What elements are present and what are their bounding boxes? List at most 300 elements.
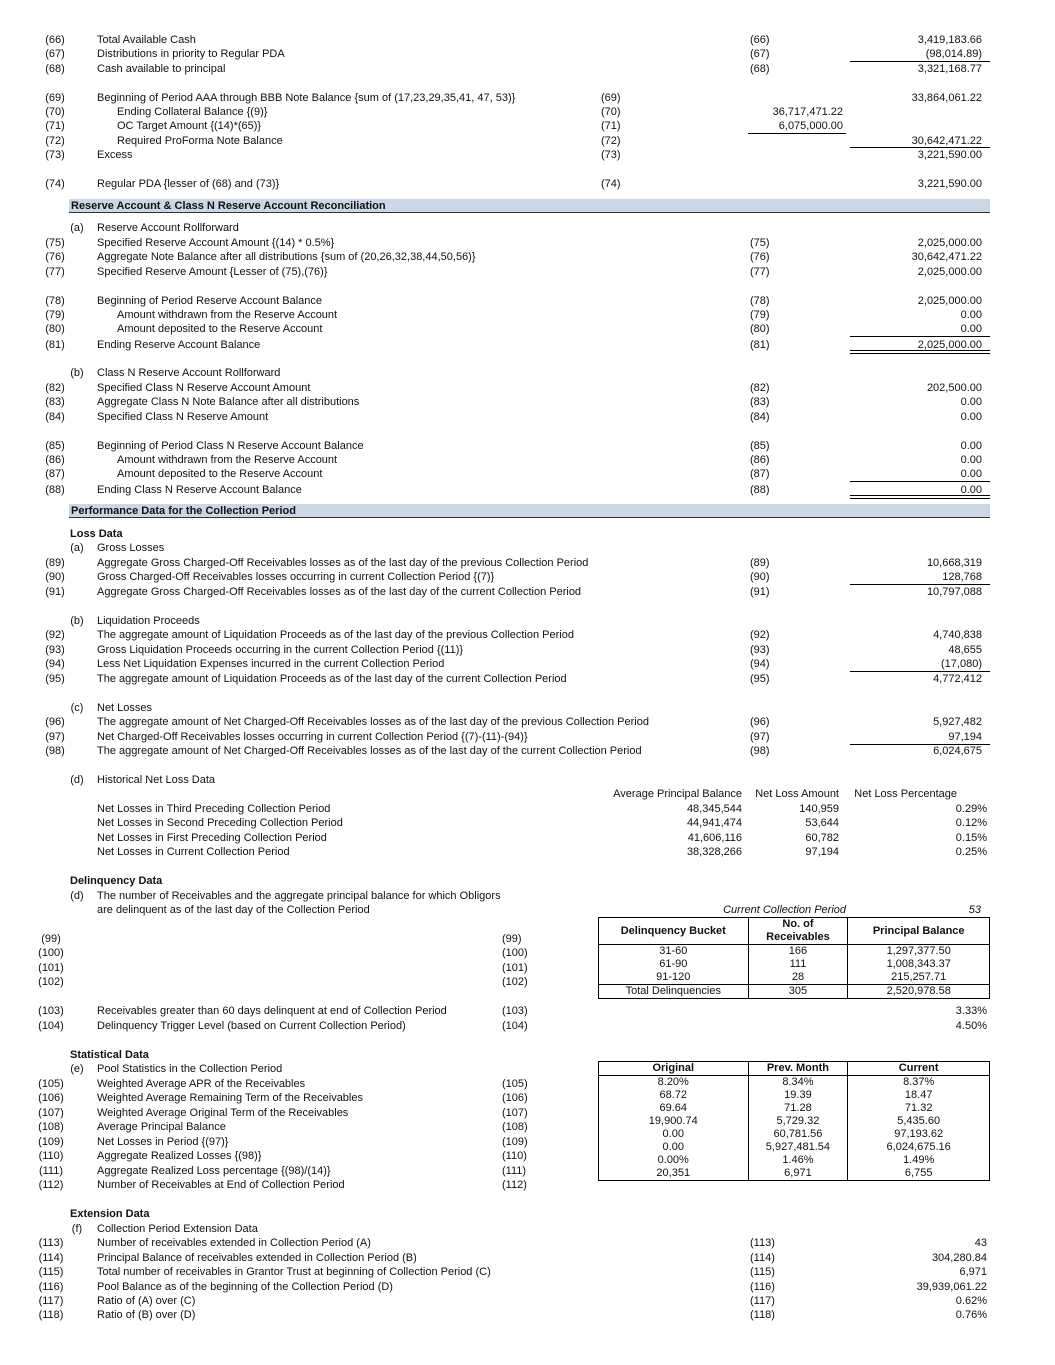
count-cell: 28: [748, 971, 848, 985]
line-label: Aggregate Realized Losses {(98)}: [97, 1150, 262, 1162]
line-label: Receivables greater than 60 days delinquent at end of Collection Period: [97, 1005, 447, 1017]
line-label: Total number of receivables in Grantor Trust at beginning of Collection Period (C): [97, 1266, 491, 1278]
line-number: (85): [45, 440, 65, 452]
col-header-count: No. of Receivables: [748, 918, 848, 945]
line-ref: (73): [601, 149, 621, 161]
line-item-105: [0, 1077, 1055, 1091]
prev-cell: 5,729.32: [748, 1115, 848, 1128]
line-value: 10,668,319: [926, 557, 982, 569]
line-label: Less Net Liquidation Expenses incurred in the current Collection Period: [97, 658, 445, 670]
col-header-current: Current: [848, 1062, 990, 1076]
line-item-89: [0, 556, 1055, 570]
double-underline: [850, 350, 990, 354]
line-ref: (86): [750, 454, 770, 466]
line-ref: (70): [601, 106, 621, 118]
line-ref: (66): [750, 34, 770, 46]
line-value: 0.00: [960, 454, 982, 466]
line-item-95: [0, 672, 1055, 686]
line-value: (17,080): [941, 658, 982, 670]
line-number: (86): [45, 454, 65, 466]
line-ref: (67): [750, 48, 770, 60]
line-label: Aggregate Class N Note Balance after all distributions: [97, 396, 360, 408]
line-number: (105): [38, 1078, 64, 1090]
line-ref: (108): [502, 1121, 528, 1133]
line-ref: (96): [750, 716, 770, 728]
avg-balance: 38,328,266: [686, 846, 742, 858]
historical-row: [0, 802, 1055, 816]
line-value: 202,500.00: [926, 382, 982, 394]
subsection-label: Collection Period Extension Data: [97, 1223, 258, 1235]
line-label: Aggregate Gross Charged-Off Receivables losses as of the last day of the current Collection Period: [97, 586, 582, 598]
net-loss-pct: 0.15%: [955, 832, 987, 844]
prev-cell: 6,971: [748, 1167, 848, 1181]
subsection-net-losses: [0, 701, 1055, 715]
delinquency-desc-line1: [0, 889, 1055, 903]
line-label: Required ProForma Note Balance: [117, 135, 283, 147]
line-ref: (117): [750, 1295, 775, 1307]
line-value: 2,025,000.00: [917, 266, 982, 278]
original-cell: 0.00: [599, 1128, 749, 1141]
line-item-102: [0, 975, 1055, 989]
line-label: Number of Receivables at End of Collection Period: [97, 1179, 345, 1191]
net-loss-pct: 0.29%: [955, 803, 987, 815]
line-number: (104): [38, 1020, 64, 1032]
line-item-96: [0, 715, 1055, 729]
line-value: 43: [974, 1237, 987, 1249]
extension-heading: [0, 1207, 1055, 1221]
heading-text: Loss Data: [70, 528, 123, 540]
line-ref: (74): [601, 178, 621, 190]
balance-cell: 2,520,978.58: [848, 985, 990, 999]
current-cell: 1.49%: [848, 1154, 990, 1167]
line-value: 0.00: [960, 484, 982, 496]
line-ref: (111): [502, 1165, 527, 1177]
line-ref: (99): [502, 933, 522, 945]
section-header-reserve: Reserve Account & Class N Reserve Account Reconciliation: [69, 199, 990, 213]
line-ref: (107): [502, 1107, 528, 1119]
line-ref: (105): [502, 1078, 528, 1090]
line-ref: (77): [750, 266, 770, 278]
prev-cell: 5,927,481.54: [748, 1141, 848, 1154]
line-label: Ratio of (A) over (C): [97, 1295, 196, 1307]
prev-cell: 1.46%: [748, 1154, 848, 1167]
line-value: 97,194: [948, 731, 982, 743]
current-cell: 97,193.62: [848, 1128, 990, 1141]
line-label: Gross Charged-Off Receivables losses occurring in current Collection Period {(7)}: [97, 571, 495, 583]
line-item-111: [0, 1164, 1055, 1178]
line-label: Distributions in priority to Regular PDA: [97, 48, 285, 60]
line-number: (79): [45, 309, 65, 321]
line-item-67: [0, 47, 1055, 61]
subsection-b: [0, 366, 1055, 380]
line-ref: (115): [750, 1266, 775, 1278]
subsection-letter: (b): [70, 367, 84, 379]
line-item-115: [0, 1265, 1055, 1279]
net-loss-amount: 97,194: [805, 846, 839, 858]
line-ref: (81): [750, 339, 770, 351]
row-label: Net Losses in First Preceding Collection Period: [97, 832, 327, 844]
line-value: 0.00: [960, 468, 982, 480]
line-label: Aggregate Realized Loss percentage {(98)/(14)}: [97, 1165, 331, 1177]
line-value: 36,717,471.22: [772, 106, 843, 118]
line-label: Ending Reserve Account Balance: [97, 339, 261, 351]
line-item-114: [0, 1251, 1055, 1265]
avg-balance: 41,606,116: [687, 832, 742, 844]
line-label: Amount deposited to the Reserve Account: [117, 323, 323, 335]
line-value: 3,221,590.00: [917, 178, 982, 190]
line-label: The aggregate amount of Net Charged-Off Receivables losses as of the last day of the previous Collection Period: [97, 716, 649, 728]
line-item-76: [0, 250, 1055, 264]
line-label: The aggregate amount of Liquidation Proceeds as of the last day of the current Collection Period: [97, 673, 567, 685]
delinquency-desc-line2: [0, 903, 1055, 917]
line-label: Aggregate Note Balance after all distributions {sum of (20,26,32,38,44,50,56)}: [97, 251, 476, 263]
line-ref: (83): [750, 396, 770, 408]
count-cell: 111: [748, 958, 848, 971]
line-number: (94): [45, 658, 65, 670]
bucket-cell: 91-120: [599, 971, 749, 985]
line-item-77: [0, 265, 1055, 279]
line-number: (90): [45, 571, 65, 583]
line-number: (111): [38, 1165, 64, 1177]
line-item-93: [0, 643, 1055, 657]
line-item-106: [0, 1091, 1055, 1105]
line-item-110: [0, 1149, 1055, 1163]
line-item-68: [0, 62, 1055, 76]
bucket-cell: 31-60: [599, 945, 749, 959]
line-item-74: [0, 177, 1055, 191]
net-loss-pct: 0.12%: [955, 817, 987, 829]
line-item-83: [0, 395, 1055, 409]
heading-text: Delinquency Data: [70, 875, 163, 887]
current-cell: 18.47: [848, 1089, 990, 1102]
line-value: 4,740,838: [933, 629, 982, 641]
line-label: Specified Class N Reserve Account Amount: [97, 382, 311, 394]
line-number: (118): [38, 1309, 64, 1321]
line-number: (87): [45, 468, 65, 480]
line-value: (98,014.89): [925, 48, 982, 60]
line-label: Weighted Average Remaining Term of the Receivables: [97, 1092, 363, 1104]
line-number: (98): [45, 745, 65, 757]
line-number: (75): [45, 237, 65, 249]
underline: [850, 336, 990, 337]
line-label: Total Available Cash: [97, 34, 196, 46]
line-ref: (103): [502, 1005, 528, 1017]
line-number: (95): [45, 673, 65, 685]
original-cell: 68.72: [599, 1089, 749, 1102]
line-number: (68): [45, 63, 65, 75]
line-number: (70): [45, 106, 65, 118]
line-number: (108): [38, 1121, 64, 1133]
line-value: 30,642,471.22: [911, 135, 982, 147]
description-text: are delinquent as of the last day of the Collection Period: [97, 904, 370, 916]
line-number: (97): [45, 731, 65, 743]
line-ref: (68): [750, 63, 770, 75]
line-label: Net Charged-Off Receivables losses occurring in current Collection Period {(7)-(11)-(94)}: [97, 731, 528, 743]
line-ref: (87): [750, 468, 770, 480]
line-ref: (85): [750, 440, 770, 452]
line-item-71: [0, 119, 1055, 133]
row-label: Net Losses in Third Preceding Collection Period: [97, 803, 331, 815]
line-number: (78): [45, 295, 65, 307]
original-cell: 0.00: [599, 1141, 749, 1154]
line-number: (84): [45, 411, 65, 423]
line-label: Specified Reserve Amount {Lesser of (75),(76)}: [97, 266, 328, 278]
line-value: 48,655: [948, 644, 982, 656]
line-number: (81): [45, 339, 65, 351]
historical-row: [0, 816, 1055, 830]
subsection-label: Liquidation Proceeds: [97, 615, 200, 627]
line-item-112: [0, 1178, 1055, 1192]
line-item-70: [0, 105, 1055, 119]
original-cell: 19,900.74: [599, 1115, 749, 1128]
line-item-91: [0, 585, 1055, 599]
line-value: 0.00: [960, 440, 982, 452]
heading-text: Statistical Data: [70, 1049, 149, 1061]
line-ref: (110): [502, 1150, 527, 1162]
line-value: 304,280.84: [931, 1252, 987, 1264]
subsection-liquidation: [0, 614, 1055, 628]
line-label: OC Target Amount {(14)*(65)}: [117, 120, 262, 132]
line-number: (88): [45, 484, 65, 496]
line-value: 0.00: [960, 323, 982, 335]
line-number: (91): [45, 586, 65, 598]
line-label: Ending Class N Reserve Account Balance: [97, 484, 302, 496]
line-value: 2,025,000.00: [917, 295, 982, 307]
line-item-69: [0, 91, 1055, 105]
line-item-101: [0, 961, 1055, 975]
subsection-label: Class N Reserve Account Rollforward: [97, 367, 281, 379]
line-ref: (79): [750, 309, 770, 321]
subsection-extension: [0, 1222, 1055, 1236]
line-number: (93): [45, 644, 65, 656]
col-header-bucket: Delinquency Bucket: [599, 918, 749, 945]
loss-data-heading: [0, 527, 1055, 541]
line-value: 2,025,000.00: [917, 339, 982, 351]
current-period-label: Current Collection Period: [723, 904, 846, 916]
line-number: (77): [45, 266, 65, 278]
line-label: Average Principal Balance: [97, 1121, 226, 1133]
line-ref: (80): [750, 323, 770, 335]
line-label: Regular PDA {lesser of (68) and (73)}: [97, 178, 280, 190]
line-item-72: [0, 134, 1055, 148]
line-label: Amount withdrawn from the Reserve Account: [117, 454, 338, 466]
line-item-92: [0, 628, 1055, 642]
row-label: Net Losses in Second Preceding Collection Period: [97, 817, 343, 829]
line-number: (83): [45, 396, 65, 408]
line-number: (69): [45, 92, 65, 104]
line-number: (71): [45, 120, 65, 132]
line-value: 2,025,000.00: [917, 237, 982, 249]
line-item-103: [0, 1004, 1055, 1018]
subsection-letter: (a): [70, 542, 84, 554]
net-loss-pct: 0.25%: [955, 846, 987, 858]
line-value: 4.50%: [955, 1020, 987, 1032]
line-ref: (95): [750, 673, 770, 685]
line-ref: (100): [502, 947, 528, 959]
balance-cell: 1,008,343.37: [848, 958, 990, 971]
line-number: (114): [38, 1252, 64, 1264]
subsection-gross-losses: [0, 541, 1055, 555]
line-label: Ratio of (B) over (D): [97, 1309, 196, 1321]
prev-cell: 19.39: [748, 1089, 848, 1102]
section-header-performance: Performance Data for the Collection Period: [69, 504, 990, 518]
line-ref: (114): [750, 1252, 775, 1264]
current-cell: 8.37%: [848, 1076, 990, 1090]
line-label: Net Losses in Period {(97)}: [97, 1136, 229, 1148]
line-label: Specified Class N Reserve Amount: [97, 411, 269, 423]
line-ref: (69): [601, 92, 621, 104]
count-cell: 166: [748, 945, 848, 959]
line-number: (115): [38, 1266, 64, 1278]
line-item-116: [0, 1280, 1055, 1294]
line-value: 4,772,412: [933, 673, 982, 685]
line-label: Number of receivables extended in Collection Period (A): [97, 1237, 371, 1249]
line-ref: (78): [750, 295, 770, 307]
line-item-80: [0, 322, 1055, 336]
line-item-94: [0, 657, 1055, 671]
line-number: (92): [45, 629, 65, 641]
line-item-79: [0, 308, 1055, 322]
line-value: 0.00: [960, 309, 982, 321]
line-ref: (97): [750, 731, 770, 743]
line-ref: (118): [750, 1309, 775, 1321]
current-cell: 6,755: [848, 1167, 990, 1181]
line-ref: (76): [750, 251, 770, 263]
subsection-letter: (a): [70, 222, 84, 234]
line-item-109: [0, 1135, 1055, 1149]
line-ref: (84): [750, 411, 770, 423]
subsection-letter: (b): [70, 615, 84, 627]
line-item-82: [0, 381, 1055, 395]
line-ref: (72): [601, 135, 621, 147]
line-ref: (90): [750, 571, 770, 583]
row-label: Net Losses in Current Collection Period: [97, 846, 290, 858]
bucket-cell: 61-90: [599, 958, 749, 971]
subsection-letter: (f): [71, 1223, 83, 1235]
line-item-75: [0, 236, 1055, 250]
col-header-net-loss-pct: Net Loss Percentage: [854, 788, 957, 800]
line-value: 6,075,000.00: [778, 120, 843, 132]
line-label: Gross Liquidation Proceeds occurring in the current Collection Period {(11)}: [97, 644, 464, 656]
line-ref: (101): [502, 962, 528, 974]
line-value: 33,864,061.22: [911, 92, 982, 104]
line-value: 3,419,183.66: [917, 34, 982, 46]
count-cell: 305: [748, 985, 848, 999]
col-header-prev-month: Prev. Month: [748, 1062, 848, 1076]
line-number: (102): [38, 976, 64, 988]
line-value: 30,642,471.22: [911, 251, 982, 263]
line-item-66: [0, 33, 1055, 47]
line-ref: (98): [750, 745, 770, 757]
statistical-heading: [0, 1048, 1055, 1062]
line-value: 0.00: [960, 411, 982, 423]
line-label: Excess: [97, 149, 133, 161]
net-loss-amount: 140,959: [799, 803, 839, 815]
line-label: Principal Balance of receivables extended in Collection Period (B): [97, 1252, 417, 1264]
line-ref: (112): [502, 1179, 527, 1191]
col-header-net-loss-amount: Net Loss Amount: [755, 788, 839, 800]
subsection-letter: (d): [70, 774, 84, 786]
historical-row: [0, 845, 1055, 859]
subsection-label: Pool Statistics in the Collection Period: [97, 1063, 283, 1075]
line-item-87: [0, 467, 1055, 481]
line-item-113: [0, 1236, 1055, 1250]
subsection-letter: (d): [70, 890, 84, 902]
line-label: Delinquency Trigger Level (based on Current Collection Period): [97, 1020, 406, 1032]
line-label: Aggregate Gross Charged-Off Receivables losses as of the last day of the previous Collection Period: [97, 557, 589, 569]
line-number: (89): [45, 557, 65, 569]
subsection-label: Historical Net Loss Data: [97, 774, 215, 786]
line-item-97: [0, 730, 1055, 744]
subsection-letter: (c): [70, 702, 84, 714]
double-underline: [850, 495, 990, 499]
line-value: 0.76%: [955, 1309, 987, 1321]
line-item-107: [0, 1106, 1055, 1120]
line-number: (116): [38, 1281, 64, 1293]
avg-balance: 48,345,544: [686, 803, 742, 815]
line-ref: (71): [601, 120, 621, 132]
line-number: (66): [45, 34, 65, 46]
col-header-original: Original: [599, 1062, 749, 1076]
line-item-100: [0, 946, 1055, 960]
line-label: Beginning of Period AAA through BBB Note Balance {sum of (17,23,29,35,41, 47, 53)}: [97, 92, 516, 104]
line-item-90: [0, 570, 1055, 584]
line-value: 0.00: [960, 396, 982, 408]
line-value: 3.33%: [955, 1005, 987, 1017]
net-loss-amount: 53,644: [805, 817, 839, 829]
line-item-118: [0, 1308, 1055, 1322]
line-value: 3,221,590.00: [917, 149, 982, 161]
line-item-108: [0, 1120, 1055, 1134]
original-cell: 8.20%: [599, 1076, 749, 1090]
line-ref: (89): [750, 557, 770, 569]
line-ref: (82): [750, 382, 770, 394]
delinquency-heading: [0, 874, 1055, 888]
line-label: Weighted Average Original Term of the Receivables: [97, 1107, 349, 1119]
historical-row: [0, 831, 1055, 845]
line-item-99: [0, 932, 1055, 946]
line-value: 39,939,061.22: [916, 1281, 987, 1293]
line-number: (110): [38, 1150, 64, 1162]
line-number: (107): [38, 1107, 64, 1119]
prev-cell: 71.28: [748, 1102, 848, 1115]
subsection-label: Gross Losses: [97, 542, 165, 554]
line-label: Beginning of Period Reserve Account Balance: [97, 295, 323, 307]
line-item-84: [0, 410, 1055, 424]
prev-cell: 60,781.56: [748, 1128, 848, 1141]
line-number: (80): [45, 323, 65, 335]
line-value: 128,768: [942, 571, 982, 583]
line-number: (106): [38, 1092, 64, 1104]
balance-cell: 215,257.71: [848, 971, 990, 985]
line-value: 6,024,675: [933, 745, 982, 757]
line-ref: (113): [750, 1237, 775, 1249]
line-value: 6,971: [959, 1266, 987, 1278]
table-header-row: [599, 1062, 990, 1076]
line-number: (99): [41, 933, 61, 945]
line-number: (73): [45, 149, 65, 161]
line-value: 3,321,168.77: [917, 63, 982, 75]
line-number: (100): [38, 947, 64, 959]
line-label: Amount deposited to the Reserve Account: [117, 468, 323, 480]
line-number: (113): [38, 1237, 64, 1249]
net-loss-amount: 60,782: [805, 832, 839, 844]
line-label: Pool Balance as of the beginning of the Collection Period (D): [97, 1281, 393, 1293]
line-ref: (88): [750, 484, 770, 496]
line-number: (101): [38, 962, 64, 974]
line-label: The aggregate amount of Liquidation Proceeds as of the last day of the previous Collection Period: [97, 629, 574, 641]
subsection-letter: (e): [70, 1063, 84, 1075]
